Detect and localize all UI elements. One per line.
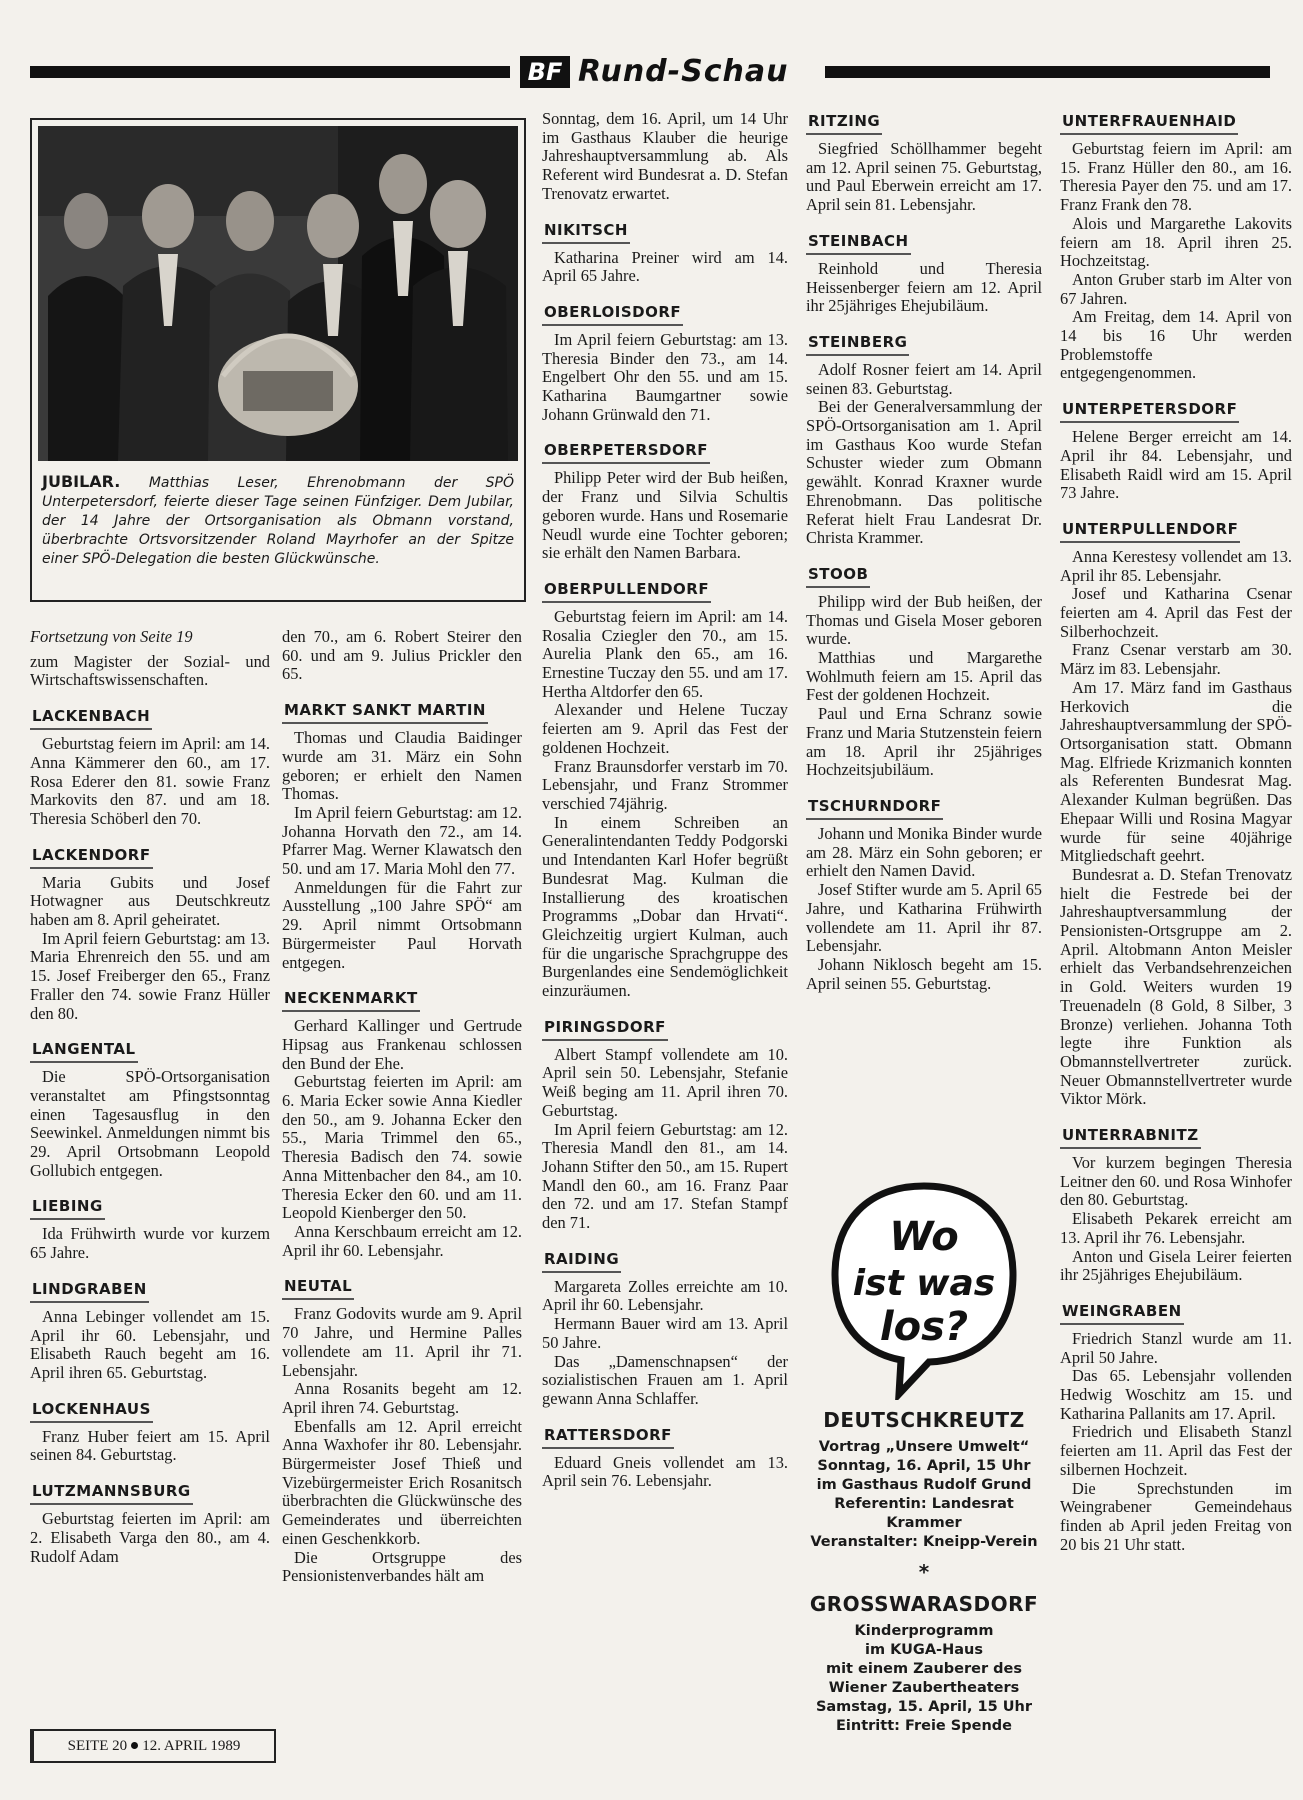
heading-steinberg: STEINBERG bbox=[806, 331, 909, 356]
article-paragraph: Am 17. März fand im Gasthaus Herkovich die Jahreshauptversammlung der SPÖ-Ortsorganisation statt. Obmann Mag. Elfriede Krizmanich konnten als Referenten Bundesrat Mag. Alexander Kulman begrüßen. Das Ehepaar Willi und Rosina Magyar wurde für seine 40jährige Mitgliedschaft geehrt. bbox=[1060, 677, 1292, 866]
article-paragraph: Philipp wird der Bub heißen, der Thomas und Gisela Moser geboren wurde. bbox=[806, 591, 1042, 649]
article-paragraph: Geburtstag feiern im April: am 14. Rosalia Cziegler den 70., am 15. Aurelia Plank den 65., am 16. Ernestine Tuczay den 55. und am 17. Hertha Altdorfer den 65. bbox=[542, 606, 788, 701]
article-paragraph: den 70., am 6. Robert Steirer den 60. und am 9. Julius Prickler den 65. bbox=[282, 627, 522, 684]
article-paragraph: Franz Huber feiert am 15. April seinen 84. Geburtstag. bbox=[30, 1426, 270, 1465]
article-paragraph: Im April feiern Geburtstag: am 13. Theresia Binder den 73., am 14. Engelbert Ohr den 55. und am 15. Katharina Baumgartner sowie Johann Grünwald den 71. bbox=[542, 329, 788, 424]
heading-steinbach: STEINBACH bbox=[806, 230, 911, 255]
article-paragraph: Anna Kerestesy vollendet am 13. April ihr 85. Lebensjahr. bbox=[1060, 546, 1292, 585]
issue-date: 12. APRIL 1989 bbox=[142, 1738, 241, 1754]
article-paragraph: Geburtstag feierten im April: am 6. Maria Ecker sowie Anna Kiedler den 50., am 9. Johanna Ecker den 55., Maria Trimmel den 65., Theresia Badisch den 74. sowie Anna Mittenbacher den 84., am 10. Theresia Ecker den 60. und am 11. Leopold Kienberger den 50. bbox=[282, 1072, 522, 1223]
article-paragraph: Elisabeth Pekarek erreicht am 13. April ihr 76. Lebensjahr. bbox=[1060, 1209, 1292, 1247]
article-paragraph: Am Freitag, dem 14. April von 14 bis 16 Uhr werden Problemstoffe entgegengenommen. bbox=[1060, 307, 1292, 383]
heading-unterpetersdorf: UNTERPETERSDORF bbox=[1060, 398, 1239, 423]
event-line: Veranstalter: Kneipp-Verein bbox=[810, 1534, 1038, 1550]
events-box bbox=[806, 1180, 1042, 1770]
heading-oberpullendorf: OBERPULLENDORF bbox=[542, 578, 711, 603]
event-line: Eintritt: Freie Spende bbox=[836, 1718, 1012, 1734]
article-paragraph: Paul und Erna Schranz sowie Franz und Maria Stutzenstein feiern am 18. April ihr 25jähriges Hochzeitsjubiläum. bbox=[806, 704, 1042, 780]
article-paragraph: Josef und Katharina Csenar feierten am 4. April das Fest der Silberhochzeit. bbox=[1060, 584, 1292, 641]
event-line: Vortrag „Unsere Umwelt“ bbox=[818, 1439, 1030, 1455]
heading-langental: LANGENTAL bbox=[30, 1038, 138, 1063]
article-paragraph: Das 65. Lebensjahr vollenden Hedwig Woschitz am 15. und Katharina Pallanits am 17. April. bbox=[1060, 1366, 1292, 1423]
masthead bbox=[30, 54, 1270, 90]
article-paragraph: Maria Gubits und Josef Hotwagner aus Deutschkreutz haben am 8. April geheiratet. bbox=[30, 872, 270, 930]
event-line: im Gasthaus Rudolf Grund bbox=[816, 1477, 1032, 1493]
event-line: Sonntag, 16. April, 15 Uhr bbox=[817, 1458, 1031, 1474]
heading-raiding: RAIDING bbox=[542, 1248, 621, 1273]
article-paragraph: Geburtstag feierten im April: am 2. Elisabeth Varga den 80., am 4. Rudolf Adam bbox=[30, 1509, 270, 1566]
article-paragraph: Johann Niklosch begeht am 15. April seinen 55. Geburtstag. bbox=[806, 954, 1042, 993]
article-paragraph: Anton und Gisela Leirer feierten ihr 25jähriges Ehejubiläum. bbox=[1060, 1246, 1292, 1285]
article-paragraph: Franz Csenar verstarb am 30. März im 83. Lebensjahr. bbox=[1060, 640, 1292, 679]
page-footer bbox=[30, 1729, 276, 1763]
article-paragraph: Das „Damenschnapsen“ der sozialistischen Frauen am 1. April gewann Anna Schlaffer. bbox=[542, 1351, 788, 1408]
logo-bf: BF bbox=[520, 56, 570, 88]
event-line: Referentin: Landesrat Krammer bbox=[834, 1496, 1014, 1531]
article-paragraph: Bei der Generalversammlung der SPÖ-Ortsorganisation am 1. April im Gasthaus Koo wurde Stefan Schuster wieder zum Obmann gewählt. Konrad Kraxner wurde Ehrenobmann. Das politische Referat hielt Frau Landesrat Dr. Christa Krammer. bbox=[806, 397, 1042, 548]
article-paragraph: Gerhard Kallinger und Gertrude Hipsag aus Frankenau schlossen den Bund der Ehe. bbox=[282, 1016, 522, 1073]
column-1 bbox=[30, 628, 270, 1566]
article-paragraph: Franz Braunsdorfer verstarb im 70. Lebensjahr, und Franz Strommer verschied 74jährig. bbox=[542, 756, 788, 813]
article-paragraph: Reinhold und Theresia Heissenberger feiern am 12. April ihr 25jähriges Ehejubiläum. bbox=[806, 258, 1042, 316]
article-paragraph: Die Ortsgruppe des Pensionistenverbandes hält am bbox=[282, 1547, 522, 1586]
article-paragraph: Ida Frühwirth wurde vor kurzem 65 Jahre. bbox=[30, 1224, 270, 1263]
photo-box bbox=[30, 118, 526, 602]
article-paragraph: Albert Stampf vollendete am 10. April sein 50. Lebensjahr, Stefanie Weiß beging am 11. April ihren 70. Geburtstag. bbox=[542, 1044, 788, 1120]
article-paragraph: zum Magister der Sozial- und Wirtschaftswissenschaften. bbox=[30, 651, 270, 690]
article-paragraph: Franz Godovits wurde am 9. April 70 Jahre, und Hermine Palles vollendete am 11. April ihr 71. Lebensjahr. bbox=[282, 1304, 522, 1380]
heading-unterpullendorf: UNTERPULLENDORF bbox=[1060, 518, 1240, 543]
heading-unterfrauenhaid: UNTERFRAUENHAID bbox=[1060, 110, 1238, 135]
article-paragraph: Matthias und Margarethe Wohlmuth feiern am 15. April das Fest der goldenen Hochzeit. bbox=[806, 648, 1042, 705]
heading-lockenhaus: LOCKENHAUS bbox=[30, 1398, 153, 1423]
masthead-rule-right bbox=[825, 66, 1270, 78]
event-info-2 bbox=[806, 1622, 1042, 1736]
article-paragraph: Geburtstag feiern im April: am 15. Franz Hüller den 80., am 16. Theresia Payer den 75. und am 17. Franz Frank den 78. bbox=[1060, 139, 1292, 215]
article-paragraph: Anna Lebinger vollendet am 15. April ihr 60. Lebensjahr, und Elisabeth Rauch begeht am 16. April ihren 65. Geburtstag. bbox=[30, 1306, 270, 1382]
column-2 bbox=[282, 628, 522, 1586]
event-line: Kinderprogramm bbox=[854, 1623, 994, 1639]
article-paragraph: Bundesrat a. D. Stefan Trenovatz hielt die Festrede bei der Jahreshauptversammlung der Pensionisten-Ortsgruppe am 2. April. Altobmann Anton Meisler erhielt das Verbandsehrenzeichen in Gold. Weiters wurden 19 Treuenadeln (8 Gold, 8 Silber, 3 Bronze) verliehen. Johanna Toth legte ihre Funktion als Obmannstellvertreter zurück. Neuer Obmannstellvertreter wurde Viktor Mörk. bbox=[1060, 864, 1292, 1109]
heading-liebing: LIEBING bbox=[30, 1195, 105, 1220]
article-paragraph: Anna Rosanits begeht am 12. April ihren 74. Geburtstag. bbox=[282, 1379, 522, 1417]
article-paragraph: Im April feiern Geburtstag: am 13. Maria Ehrenreich den 55. und am 15. Josef Freiberger den 65., Franz Fraller den 74. sowie Franz Hüller den 80. bbox=[30, 928, 270, 1023]
article-paragraph: Anmeldungen für die Fahrt zur Ausstellung „100 Jahre SPÖ“ am 29. April nimmt Ortsobmann Bürgermeister Paul Horvath entgegen. bbox=[282, 877, 522, 972]
continuation-note: Fortsetzung von Seite 19 bbox=[30, 627, 193, 646]
column-3 bbox=[542, 110, 788, 1491]
article-paragraph: Im April feiern Geburtstag: am 12. Johanna Horvath den 72., am 14. Pfarrer Mag. Werner Klawatsch den 50. und am 17. Maria Mohl den 77. bbox=[282, 802, 522, 879]
article-paragraph: Johann und Monika Binder wurde am 28. März ein Sohn geboren; er erhielt den Namen David. bbox=[806, 823, 1042, 881]
heading-tschurndorf: TSCHURNDORF bbox=[806, 795, 943, 820]
event-line: Samstag, 15. April, 15 Uhr bbox=[815, 1699, 1033, 1715]
heading-unterrabnitz: UNTERRABNITZ bbox=[1060, 1124, 1201, 1149]
page-number: SEITE 20 bbox=[67, 1738, 128, 1754]
article-paragraph: In einem Schreiben an Generalintendanten Teddy Podgorski und Intendanten Karl Hofer begrüßt Bundesrat Mag. Kulman die Installierung des kroatischen Programms „Dobar dan Hrvati“. Gleichzeitig urgiert Kulman, auch für die ungarische Sprachgruppe des Burgenlandes eine Sendemöglichkeit einzuräumen. bbox=[542, 812, 788, 1001]
photo-caption bbox=[42, 472, 514, 569]
event-line: im KUGA-Haus bbox=[865, 1642, 983, 1658]
heading-rattersdorf: RATTERSDORF bbox=[542, 1424, 674, 1449]
bubble-line-1: Wo bbox=[889, 1214, 959, 1260]
bubble-line-2: ist was bbox=[852, 1263, 996, 1304]
article-paragraph: Im April feiern Geburtstag: am 12. Theresia Mandl den 81., am 14. Johann Stifter den 50., am 15. Rupert Mandl den 60., am 16. Franz Paar den 72. und am 17. Stefan Stampf den 71. bbox=[542, 1119, 788, 1233]
event-line: mit einem Zauberer des bbox=[825, 1661, 1023, 1677]
article-paragraph: Katharina Preiner wird am 14. April 65 Jahre. bbox=[542, 247, 788, 286]
heading-lindgraben: LINDGRABEN bbox=[30, 1278, 149, 1303]
event-info-1 bbox=[806, 1438, 1042, 1552]
article-paragraph: Josef Stifter wurde am 5. April 65 Jahre, und Katharina Frühwirth vollendete am 11. April ihr 87. Lebensjahr. bbox=[806, 880, 1042, 956]
column-5 bbox=[1060, 110, 1292, 1790]
masthead-rule-left bbox=[30, 66, 510, 78]
column-4 bbox=[806, 110, 1042, 993]
article-paragraph: Helene Berger erreicht am 14. April ihr 84. Lebensjahr, und Elisabeth Raidl wird am 15. April 73 Jahre. bbox=[1060, 427, 1292, 503]
group-photo bbox=[38, 126, 518, 461]
article-paragraph: Die SPÖ-Ortsorganisation veranstaltet am Pfingstsonntag einen Tagesausflug in den Seewinkel. Anmeldungen nimmt bis 29. April Ortsobmann Leopold Gollubich entgegen. bbox=[30, 1067, 270, 1180]
heading-neutal: NEUTAL bbox=[282, 1275, 354, 1300]
event-town-2: GROSSWARASDORF bbox=[809, 1592, 1039, 1616]
article-paragraph: Geburtstag feiern im April: am 14. Anna Kämmerer den 60., am 17. Rosa Ederer den 81. sowie Franz Markovits den 87. und am 18. Theresia Schöberl den 70. bbox=[30, 734, 270, 828]
event-line: Wiener Zaubertheaters bbox=[828, 1680, 1020, 1696]
article-paragraph: Hermann Bauer wird am 13. April 50 Jahre. bbox=[542, 1314, 788, 1352]
article-paragraph: Ebenfalls am 12. April erreicht Anna Waxhofer ihr 80. Lebensjahr. Bürgermeister Josef Thieß und Vizebürgermeister Erich Rosanitsch überbrachten die Glückwünsche des Gemeinderates und überreichten einen Geschenkkorb. bbox=[282, 1416, 522, 1548]
heading-oberpetersdorf: OBERPETERSDORF bbox=[542, 439, 710, 464]
article-paragraph: Philipp Peter wird der Bub heißen, der Franz und Silvia Schultis geboren wurde. Hans und Rosemarie Neudl wurde eine Tochter geboren; sie erhält den Namen Barbara. bbox=[542, 468, 788, 563]
article-paragraph: Siegfried Schöllhammer begeht am 12. April seinen 75. Geburtstag, und Paul Eberwein erreicht am 17. April sein 81. Lebensjahr. bbox=[806, 139, 1042, 215]
article-paragraph: Sonntag, dem 16. April, um 14 Uhr im Gasthaus Klauber die heurige Jahreshauptversammlung ab. Als Referent wird Bundesrat a. D. Stefan Trenovatz erwartet. bbox=[542, 109, 788, 203]
heading-piringsdorf: PIRINGSDORF bbox=[542, 1016, 668, 1041]
caption-lead: JUBILAR. bbox=[42, 472, 121, 491]
article-paragraph: Anton Gruber starb im Alter von 67 Jahren. bbox=[1060, 269, 1292, 308]
bullet-icon bbox=[131, 1742, 138, 1749]
event-town-1: DEUTSCHKREUTZ bbox=[823, 1408, 1025, 1432]
section-title: Rund-Schau bbox=[578, 54, 789, 89]
heading-ritzing: RITZING bbox=[806, 110, 882, 135]
article-paragraph: Thomas und Claudia Baidinger wurde am 31. März ein Sohn geboren; er erhielt den Namen Thomas. bbox=[282, 728, 522, 804]
heading-lackenbach: LACKENBACH bbox=[30, 705, 152, 730]
heading-oberloisdorf: OBERLOISDORF bbox=[542, 301, 683, 326]
heading-stoob: STOOB bbox=[806, 563, 870, 588]
speech-bubble-icon bbox=[829, 1180, 1019, 1400]
article-paragraph: Margareta Zolles erreichte am 10. April ihr 60. Lebensjahr. bbox=[542, 1276, 788, 1315]
separator-star: * bbox=[918, 1560, 930, 1584]
caption-text: Matthias Leser, Ehrenobmann der SPÖ Unterpetersdorf, feierte dieser Tage seinen Fünfziger. Dem Jubilar, der 14 Jahre der Ortsorganisation als Obmann vorstand, überbrachte Ortsvorsitzender Roland Mayrhofer an der Spitze einer SPÖ-Delegation die besten Glückwünsche. bbox=[42, 475, 515, 567]
heading-neckenmarkt: NECKENMARKT bbox=[282, 987, 420, 1012]
article-paragraph: Adolf Rosner feiert am 14. April seinen 83. Geburtstag. bbox=[806, 359, 1042, 398]
bubble-line-3: los? bbox=[879, 1304, 969, 1350]
article-paragraph: Friedrich Stanzl wurde am 11. April 50 Jahre. bbox=[1060, 1328, 1292, 1367]
heading-markt-sankt-martin: MARKT SANKT MARTIN bbox=[282, 699, 488, 724]
article-paragraph: Eduard Gneis vollendet am 13. April sein 76. Lebensjahr. bbox=[542, 1452, 788, 1491]
article-paragraph: Vor kurzem begingen Theresia Leitner den 60. und Rosa Winhofer den 80. Geburtstag. bbox=[1060, 1153, 1292, 1210]
heading-lackendorf: LACKENDORF bbox=[30, 844, 153, 869]
article-paragraph: Alois und Margarethe Lakovits feiern am 18. April ihren 25. Hochzeitstag. bbox=[1060, 213, 1292, 271]
article-paragraph: Alexander und Helene Tuczay feierten am 9. April das Fest der goldenen Hochzeit. bbox=[542, 700, 788, 757]
article-paragraph: Anna Kerschbaum erreicht am 12. April ihr 60. Lebensjahr. bbox=[282, 1221, 522, 1260]
heading-weingraben: WEINGRABEN bbox=[1060, 1300, 1184, 1325]
heading-lutzmannsburg: LUTZMANNSBURG bbox=[30, 1480, 193, 1505]
heading-nikitsch: NIKITSCH bbox=[542, 219, 630, 244]
article-paragraph: Die Sprechstunden im Weingrabener Gemeindehaus finden ab April jeden Freitag von 20 bis 21 Uhr statt. bbox=[1060, 1478, 1292, 1554]
article-paragraph: Friedrich und Elisabeth Stanzl feierten am 11. April das Fest der silbernen Hochzeit. bbox=[1060, 1422, 1292, 1479]
